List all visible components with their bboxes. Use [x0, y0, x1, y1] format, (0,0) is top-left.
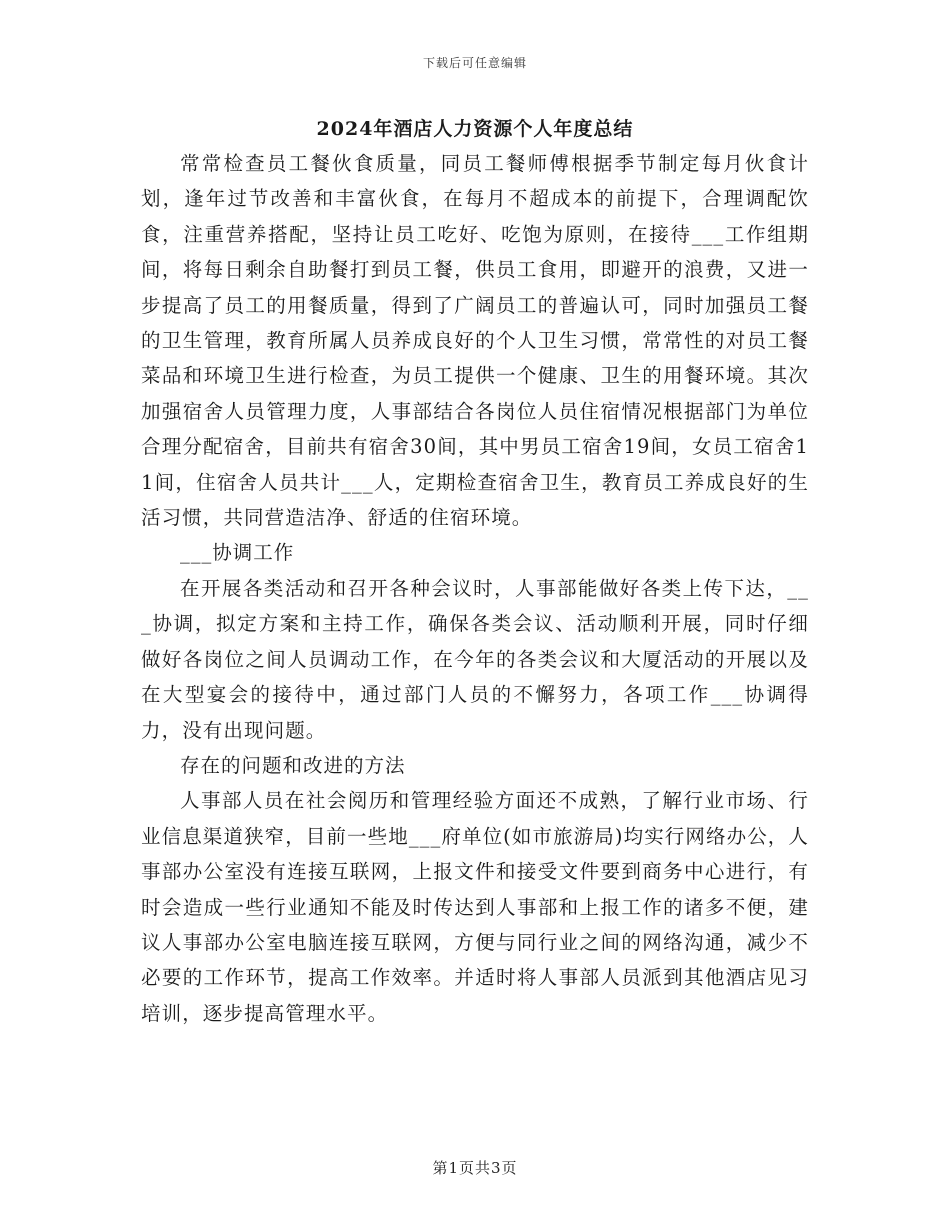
- document-body: [141, 146, 809, 1031]
- paragraph-problems: 人事部人员在社会阅历和管理经验方面还不成熟，了解行业市场、行业信息渠道狭窄，目前一些地___府单位(如市旅游局)均实行网络办公，人事部办公室没有连接互联网，上报文件和接受文件要到商务中心进行，有时会造成一些行业通知不能及时传达到人事部和上报工作的诸多不便，建议人事部办公室电脑连接互联网，方便与同行业之间的网络沟通，减少不必要的工作环节，提高工作效率。并适时将人事部人员派到其他酒店见习培训，逐步提高管理水平。: [141, 789, 809, 1025]
- section-heading-problems: 存在的问题和改进的方法: [180, 753, 406, 777]
- document-title: 2024年酒店人力资源个人年度总结: [316, 118, 634, 140]
- section-heading-coordination: ___协调工作: [180, 541, 295, 565]
- header-note: 下载后可任意编辑: [422, 56, 527, 70]
- paragraph-meals-and-dormitory: 常常检查员工餐伙食质量，同员工餐师傅根据季节制定每月伙食计划，逢年过节改善和丰富伙食，在每月不超成本的前提下，合理调配饮食，注重营养搭配，坚持让员工吃好、吃饱为原则，在接待___工作组期间，将每日剩余自助餐打到员工餐，供员工食用，即避开的浪费，又进一步提高了员工的用餐质量，得到了广阔员工的普遍认可，同时加强员工餐的卫生管理，教育所属人员养成良好的个人卫生习惯，常常性的对员工餐菜品和环境卫生进行检查，为员工提供一个健康、卫生的用餐环境。其次加强宿舍人员管理力度，人事部结合各岗位人员住宿情况根据部门为单位合理分配宿舍，目前共有宿舍30间，其中男员工宿舍19间，女员工宿舍11间，住宿舍人员共计___人，定期检查宿舍卫生，教育员工养成良好的生活习惯，共同营造洁净、舒适的住宿环境。: [141, 152, 809, 530]
- paragraph-coordination: 在开展各类活动和召开各种会议时，人事部能做好各类上传下达，___协调，拟定方案和主持工作，确保各类会议、活动顺利开展，同时仔细做好各岗位之间人员调动工作，在今年的各类会议和大厦活动的开展以及在大型宴会的接待中，通过部门人员的不懈努力，各项工作___协调得力，没有出现问题。: [141, 576, 809, 742]
- page-footer: 第1页共3页: [432, 1159, 518, 1177]
